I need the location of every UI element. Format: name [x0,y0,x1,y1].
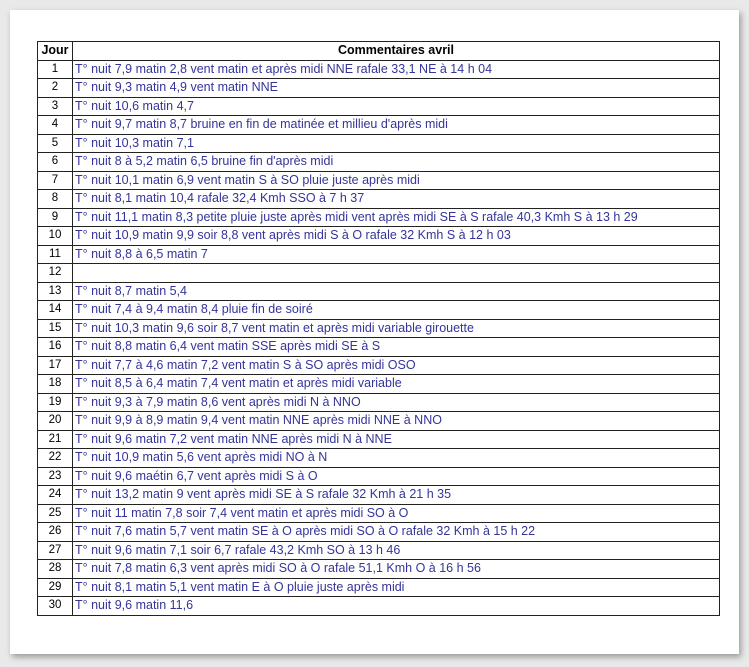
comment-cell: T° nuit 8,8 matin 6,4 vent matin SSE après midi SE à S [73,338,720,357]
table-row [38,486,720,505]
comment-cell: T° nuit 10,3 matin 9,6 soir 8,7 vent matin et après midi variable girouette [73,319,720,338]
day-cell: 29 [38,578,73,597]
day-cell: 18 [38,375,73,394]
table-row [38,264,720,283]
comment-cell: T° nuit 8 à 5,2 matin 6,5 bruine fin d'après midi [73,153,720,172]
comment-cell: T° nuit 8,8 à 6,5 matin 7 [73,245,720,264]
table-row [38,97,720,116]
day-cell: 28 [38,560,73,579]
comment-cell: T° nuit 8,7 matin 5,4 [73,282,720,301]
comment-cell: T° nuit 8,1 matin 10,4 rafale 32,4 Kmh SSO à 7 h 37 [73,190,720,209]
table-row [38,116,720,135]
comment-cell: T° nuit 7,9 matin 2,8 vent matin et après midi NNE rafale 33,1 NE à 14 h 04 [73,60,720,79]
day-cell: 16 [38,338,73,357]
table-row [38,449,720,468]
table-row [38,393,720,412]
header-comment: Commentaires avril [73,42,720,61]
day-cell: 12 [38,264,73,283]
comment-cell: T° nuit 10,1 matin 6,9 vent matin S à SO pluie juste après midi [73,171,720,190]
day-cell: 27 [38,541,73,560]
table-row [38,282,720,301]
comment-cell: T° nuit 10,6 matin 4,7 [73,97,720,116]
day-cell: 19 [38,393,73,412]
comment-cell: T° nuit 9,6 maétin 6,7 vent après midi S à O [73,467,720,486]
comment-cell: T° nuit 11,1 matin 8,3 petite pluie juste après midi vent après midi SE à S rafale 40,3 Kmh S à 13 h 29 [73,208,720,227]
comment-cell: T° nuit 11 matin 7,8 soir 7,4 vent matin et après midi SO à O [73,504,720,523]
day-cell: 21 [38,430,73,449]
table-row [38,412,720,431]
day-cell: 9 [38,208,73,227]
table-row [38,134,720,153]
day-cell: 5 [38,134,73,153]
table-row [38,153,720,172]
day-cell: 8 [38,190,73,209]
table-row [38,541,720,560]
comment-cell: T° nuit 7,6 matin 5,7 vent matin SE à O après midi SO à O rafale 32 Kmh à 15 h 22 [73,523,720,542]
day-cell: 22 [38,449,73,468]
day-cell: 4 [38,116,73,135]
table-row [38,523,720,542]
table-row [38,301,720,320]
comment-cell: T° nuit 10,9 matin 9,9 soir 8,8 vent après midi S à O rafale 32 Kmh S à 12 h 03 [73,227,720,246]
day-cell: 15 [38,319,73,338]
comment-cell: T° nuit 7,4 à 9,4 matin 8,4 pluie fin de soiré [73,301,720,320]
comment-cell: T° nuit 9,3 matin 4,9 vent matin NNE [73,79,720,98]
comment-cell: T° nuit 13,2 matin 9 vent après midi SE à S rafale 32 Kmh à 21 h 35 [73,486,720,505]
day-cell: 7 [38,171,73,190]
april-comments-table [37,41,720,616]
comment-cell: T° nuit 10,9 matin 5,6 vent après midi NO à N [73,449,720,468]
table-row [38,560,720,579]
day-cell: 13 [38,282,73,301]
day-cell: 17 [38,356,73,375]
table-row [38,190,720,209]
day-cell: 14 [38,301,73,320]
comment-cell: T° nuit 9,6 matin 7,1 soir 6,7 rafale 43,2 Kmh SO à 13 h 46 [73,541,720,560]
comment-cell: T° nuit 9,6 matin 11,6 [73,597,720,616]
day-cell: 20 [38,412,73,431]
comment-cell: T° nuit 8,5 à 6,4 matin 7,4 vent matin et après midi variable [73,375,720,394]
day-cell: 30 [38,597,73,616]
table-body [38,60,720,615]
table-row [38,375,720,394]
table-row [38,171,720,190]
comment-cell: T° nuit 9,6 matin 7,2 vent matin NNE après midi N à NNE [73,430,720,449]
table-row [38,578,720,597]
day-cell: 23 [38,467,73,486]
comment-cell: T° nuit 9,9 à 8,9 matin 9,4 vent matin NNE après midi NNE à NNO [73,412,720,431]
comment-cell: T° nuit 7,7 à 4,6 matin 7,2 vent matin S à SO après midi OSO [73,356,720,375]
comment-cell: T° nuit 9,3 à 7,9 matin 8,6 vent après midi N à NNO [73,393,720,412]
comment-cell: T° nuit 8,1 matin 5,1 vent matin E à O pluie juste après midi [73,578,720,597]
day-cell: 24 [38,486,73,505]
comment-cell: T° nuit 9,7 matin 8,7 bruine en fin de matinée et millieu d'après midi [73,116,720,135]
comment-cell: T° nuit 10,3 matin 7,1 [73,134,720,153]
document-page [10,10,739,654]
table-row [38,60,720,79]
table-row [38,467,720,486]
day-cell: 1 [38,60,73,79]
header-day: Jour [38,42,73,61]
table-row [38,430,720,449]
table-row [38,356,720,375]
table-header-row [38,42,720,61]
table-row [38,245,720,264]
day-cell: 26 [38,523,73,542]
day-cell: 2 [38,79,73,98]
comment-cell: T° nuit 7,8 matin 6,3 vent après midi SO à O rafale 51,1 Kmh O à 16 h 56 [73,560,720,579]
table-row [38,227,720,246]
comment-cell [73,264,720,283]
day-cell: 3 [38,97,73,116]
table-row [38,208,720,227]
day-cell: 6 [38,153,73,172]
table-row [38,504,720,523]
day-cell: 25 [38,504,73,523]
day-cell: 10 [38,227,73,246]
table-row [38,338,720,357]
table-row [38,597,720,616]
table-row [38,79,720,98]
table-row [38,319,720,338]
day-cell: 11 [38,245,73,264]
